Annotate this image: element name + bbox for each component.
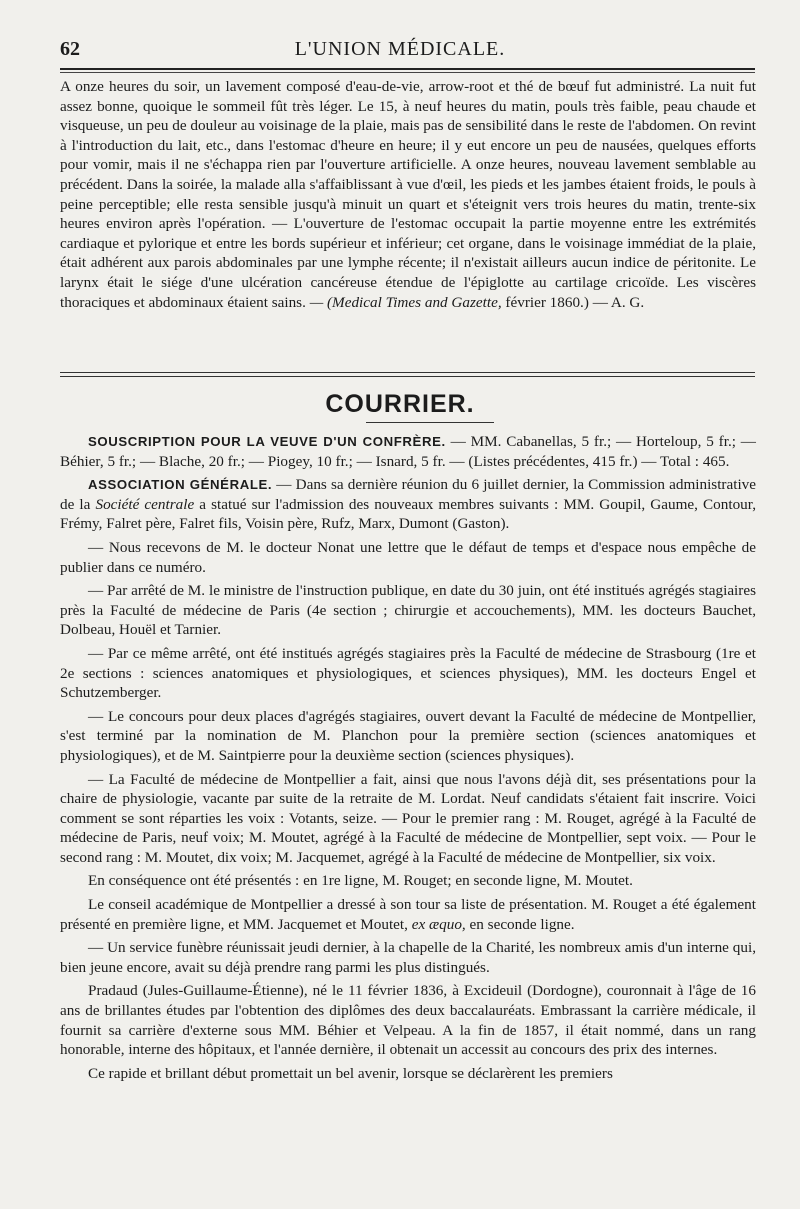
courrier-heading: COURRIER. (325, 390, 475, 418)
paragraph-consequence: En conséquence ont été présentés : en 1re ligne, M. Rouget; en seconde ligne, M. Moutet. (88, 872, 633, 890)
section-separator-second (60, 376, 755, 377)
souscription-text: — MM. Cabanellas, 5 fr.; — Horteloup, 5 fr.; — Béhier, 5 fr.; — Blache, 20 fr.; — Piogey, 10 fr.; — Isnard, 5 fr. — (Listes précédentes, 415 fr.) — Total : 465. (60, 433, 756, 470)
section-separator (60, 372, 755, 373)
paragraph-paris: — Par arrêté de M. le ministre de l'instruction publique, en date du 30 juin, ont été institués agrégés stagiaires près la Faculté de médecine de Paris (4e section ; chirurgie et accouchements), MM. les docteurs Bauchet, Dolbeau, Houël et Tarnier. (60, 582, 756, 639)
case-report-text: A onze heures du soir, un lavement composé d'eau-de-vie, arrow-root et thé de bœuf fut administré. La nuit fut assez bonne, quoique le sommeil fût très léger. Le 15, à neuf heures du matin, pouls très faible, peau chaude et visqueuse, un peu de douleur au voisinage de la plaie, mais pas de sensibilité dans le reste de l'abdomen. On revint à l'introduction du lait, etc., dans l'estomac d'heure en heure; il y eut encore un peu de nausées, quelques efforts pour vomir, mais il ne s'échappa rien par l'ouverture artificielle. A onze heures, nouveau lavement semblable au précédent. Dans la soirée, la malade alla s'affaiblissant à vue d'œil, les pieds et les jambes étaient froids, le pouls à peine perceptible; elle resta sensible jusqu'à minuit un quart et s'éteignit vers trois heures du matin, trente-six heures environ après l'opération. — L'ouverture de l'estomac occupait la partie moyenne entre les extrémités cardiaque et pylorique et entre les bords supérieur et inférieur; cet organe, dans le voisinage immédiat de la plaie, était adhérent aux parois abdominales par une lymphe récente; il n'existait ailleurs aucun indice de péritonite. Le larynx était le siége d'une ulcération cancéreuse étendue de l'épiglotte au cartilage cricoïde. Les viscères thoraciques et abdominaux étaient sains. (60, 78, 756, 311)
paragraph-souscription (60, 432, 756, 471)
paragraph-conseil (60, 895, 756, 934)
journal-title: L'UNION MÉDICALE. (294, 38, 506, 60)
case-report-paragraph (60, 77, 756, 312)
conseil-latin: ex æquo, (411, 915, 466, 933)
paragraph-nonat: — Nous recevons de M. le docteur Nonat une lettre que le défaut de temps et d'espace nous empêche de publier dans ce numéro. (60, 538, 756, 576)
conseil-text-2: en seconde ligne. (469, 915, 575, 933)
paragraph-pradaud: Pradaud (Jules-Guillaume-Étienne), né le 11 février 1836, à Excideuil (Dordogne), couronnait à l'âge de 16 ans de brillantes études par l'obtention des diplômes des deux baccalauréats. Embrassant la carrière médicale, il fournit sa carrière d'externe sous MM. Béhier et Velpeau. A la fin de 1857, il était nommé, dans un rang honorable, interne des hôpitaux, et l'année dernière, il obtenait un accessit au concours des prix des internes. (60, 982, 756, 1059)
case-report-source: — (Medical Times and Gazette, (309, 293, 502, 311)
paragraph-service: — Un service funèbre réunissait jeudi dernier, à la chapelle de la Charité, les nombreux amis d'un interne qui, bien jeune encore, avait su déjà prendre rang parmi les plus distingués. (60, 939, 756, 976)
association-text-1: — Dans sa dernière réunion du 6 juillet dernier, la Commission administrative de la (60, 476, 757, 513)
association-society: Société centrale (95, 495, 195, 513)
conseil-text-1: Le conseil académique de Montpellier a dressé à son tour sa liste de présentation. M. Rouget a été également présenté en première ligne, et MM. Jacquemet et Moutet, (60, 896, 756, 933)
association-text-2: a statué sur l'admission des nouveaux membres suivants : MM. Goupil, Gaume, Contour, Frémy, Falret père, Falret fils, Voisin père, Rufz, Marx, Dumont (Gaston). (60, 495, 757, 533)
paragraph-association (60, 475, 756, 534)
case-report (60, 77, 756, 312)
courrier-column (60, 432, 756, 1083)
paragraph-concours: — Le concours pour deux places d'agrégés stagiaires, ouvert devant la Faculté de médecine de Montpellier, s'est terminé par la nomination de M. Planchon pour la première section (sciences anatomiques et physiologiques), et de M. Saintpierre pour la deuxième section (sciences physiques). (60, 707, 756, 764)
header-rule-thin (60, 72, 755, 73)
page-number: 62 (60, 38, 80, 60)
paragraph-strasbourg: — Par ce même arrêté, ont été institués agrégés stagiaires près la Faculté de médecine de Strasbourg (1re et 2e sections : sciences anatomiques et physiologiques, et sciences physiques), MM. les docteurs Engel et Schutzemberger. (60, 644, 756, 702)
association-heading: ASSOCIATION GÉNÉRALE. (88, 477, 273, 493)
heading-underline (366, 422, 494, 423)
header-rule (60, 68, 755, 70)
running-head (0, 30, 800, 64)
case-report-source-end: février 1860.) — A. G. (505, 293, 645, 311)
souscription-heading: SOUSCRIPTION POUR LA VEUVE D'UN CONFRÈRE. (88, 434, 446, 449)
paragraph-final: Ce rapide et brillant début promettait un bel avenir, lorsque se déclarèrent les premiers (88, 1064, 613, 1082)
paragraph-montpellier: — La Faculté de médecine de Montpellier a fait, ainsi que nous l'avons déjà dit, ses présentations pour la chaire de physiologie, vacante par suite de la retraite de M. Lordat. Neuf candidats s'étaient fait inscrire. Voici comment se sont réparties les voix : Votants, seize. — Pour le premier rang : M. Rouget, agrégé à la Faculté de médecine de Paris, neuf voix; M. Moutet, agrégé à la Faculté de médecine de Montpellier, sept voix. — Pour le second rang : M. Moutet, dix voix; M. Jacquemet, agrégé à la Faculté de médecine de Montpellier, six voix. (60, 770, 756, 866)
